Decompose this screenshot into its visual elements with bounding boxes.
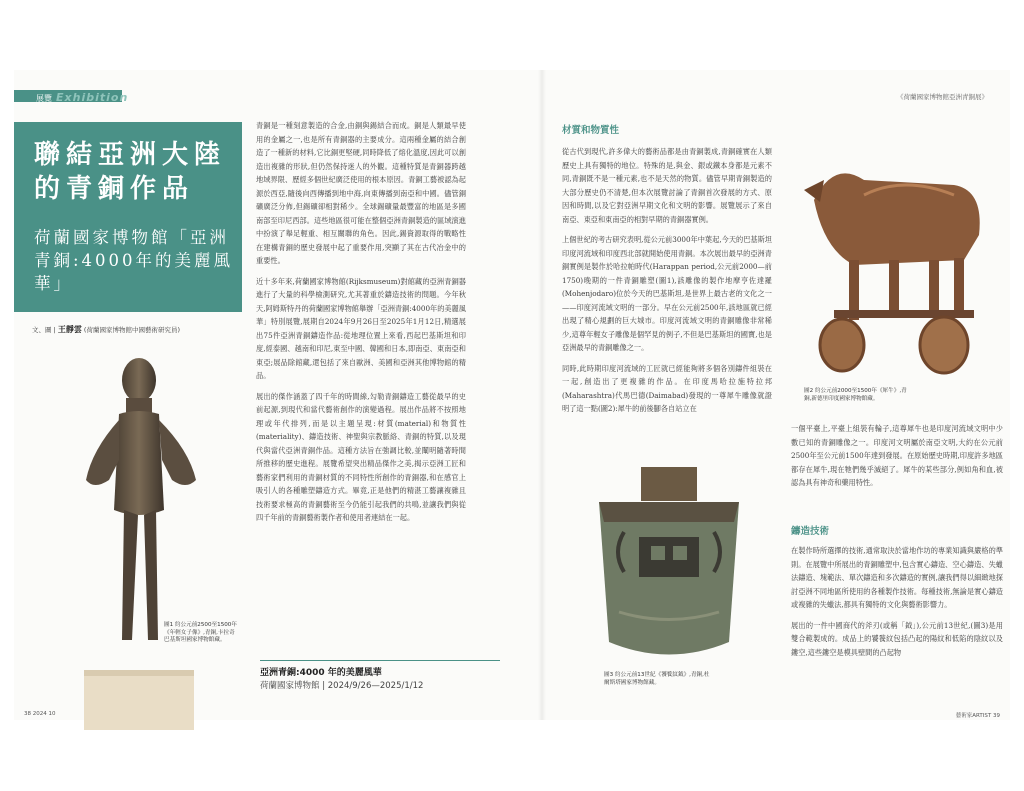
title-box [14, 122, 242, 312]
section-label-zh: 展覽 [36, 94, 52, 103]
paragraph: 近十多年來,荷蘭國家博物館(Rijksmuseum)對館藏的亞洲青銅器進行了大量的科學檢測研究,尤其著重於鑄造技術的問題。今年秋天,阿姆斯特丹的荷蘭國家博物館舉辦「亞洲青銅:4000年的美麗風華」特別展覽,展期自2024年9月26日至2025年1月12日,精選展出75件亞洲青銅鑄造作品:從地理位置上來看,西起巴基斯坦和印度,經泰國、越南和印尼,東至中國、韓國和日本,即南亞、東南亞和東亞;展品除館藏,還包括了來自歐洲、美國和亞洲其他博物館的精品。 [256, 276, 466, 380]
paragraph: 同時,此時期印度河流域的工匠就已經能夠將多個各別鑄件組裝在一起,創造出了更複雜的作品。在印度馬哈拉施特拉邦(Maharashtra)代馬巴德(Daimabad)發現的一尊犀牛雕像就證明了這一點(圖2):犀牛的前後腳各自站立在 [562, 363, 772, 413]
paragraph: 展出的傑作涵蓋了四千年的時間線,勾勒青銅鑄造工藝從最早的史前起源,到現代和當代藝術創作的演變過程。展出作品將不按照地理或年代排列,而是以主題呈現:材質(material)和物質性(materiality)、鑄造技術、神聖與宗教脈絡、青銅的特質,以及現代與當代亞洲青銅作品。這種方法旨在強調比較,並闡明隨著時間所推移的歷史進程。展覽希望突出精品傑作之美,揭示亞洲工匠和藝術家們利用的青銅材質的不同特性所創作的青銅器,和在感官上吸引人的各種雕塑鑄造方式。畢竟,正是他們的精湛工藝讓複雜且技術要求極高的青銅藝術至今仍能引起我們的共鳴,並讓我們與從四千年前的青銅藝術製作者和使用者連結在一起。 [256, 391, 466, 522]
paragraph: 青銅是一種刻意製造的合金,由銅與錫結合而成。銅是人類最早使用的金屬之一,也是所有青銅器的主要成分。這兩種金屬的結合創造了一種新的材料,它比銅更堅硬,同時降低了熔化溫度,因此可以創造出複雜的形狀,但仍然保持迷人的外觀。這種特質是青銅器跨越地域界限、歷經多個世紀廣泛使用的根本原因。青銅工藝被認為起源於西亞,隨後向西傳播到地中海,向東傳播到南亞和中國。儘管銅礦廣泛分佈,但錫礦卻相對稀少。全球錫礦量最豐富的地區是多國南部至印尼西部。這些地區很可能在整個亞洲青銅製造的區域演進中扮演了舉足輕重、相互關聯的角色。因此,錫資源取得的戰略性在建構青銅的歷史發展中起了重要作用,突顯了其在古代冶金中的重要性。 [256, 121, 466, 265]
figure-1-caption: 圖1 約公元前2500至1500年《年輕女子像》,青銅,卡拉奇巴基斯坦國家博物館藏。 [164, 622, 237, 643]
folio-right: 藝術家ARTIST 39 [955, 713, 1000, 719]
section-label-en: Exhibition [56, 91, 129, 104]
byline: 文、圖 | 王靜雲 (荷蘭國家博物館中國藝術研究員) [32, 325, 180, 334]
article-title: 聯結亞洲大陸的青銅作品 [34, 140, 227, 204]
figure-1-statue [64, 340, 214, 730]
section-label [36, 91, 128, 104]
paragraph: 從古代到現代,許多偉大的藝術品都是由青銅製成,青銅確實在人類歷史上具有獨特的地位。特殊的是,與金、銀或鐵本身都是元素不同,青銅既不是一種元素,也不是天然的物質。儘管早期青銅製造的大部分歷史仍不清楚,但本次展覽討論了青銅首次發展的方式、原因和時間,以及它對亞洲早期文化和文明的影響。展覽展示了來自南亞、東亞和東南亞的相對早期的青銅器實例。 [562, 147, 772, 224]
byline-label: 文、圖 [32, 326, 52, 334]
paragraph: 在製作時所選擇的技術,通常取決於當地作坊的專業知識與嚴格的準則。在展覽中所展出的青銅雕塑中,包含實心鑄造、空心鑄造、失蠟法鑄造、塊範法、單次鑄造和多次鑄造的實例,讓我們得以細緻地探討亞洲不同地區所使用的各種製作技術。每種技術,無論是實心鑄造或複雜的失蠟法,都具有獨特的文化與藝術影響力。 [791, 546, 1003, 609]
section-heading-materials: 材質和物質性 [562, 125, 620, 136]
section-heading-casting: 鑄造技術 [791, 526, 830, 537]
column-4-continuation: 一個平臺上,平臺上組裝有輪子,這尊犀牛也是印度河流域文明中少數已知的青銅雕像之一。印度河文明屬於南亞文明,大約在公元前2500年至公元前1500年達到發展。在原始歷史時期,印度許多地區都存在犀牛,現在牠們幾乎滅絕了。犀牛的某些部分,例如角和血,被認為具有神奇和藥用特性。 [791, 424, 1003, 487]
running-head: 《荷蘭國家博物館亞洲青銅展》 [897, 93, 988, 101]
column-4 [791, 544, 1003, 666]
figure-2-rhino [794, 140, 994, 380]
author-affiliation: (荷蘭國家博物館中國藝術研究員) [83, 326, 180, 334]
column-1 [256, 119, 466, 532]
exhibition-dates: 荷蘭國家博物館 | 2024/9/26—2025/1/12 [260, 681, 424, 691]
figure-3-axe [569, 462, 769, 672]
magazine-spread [14, 70, 1010, 720]
gutter-shadow [538, 70, 546, 720]
figure-3-caption: 圖3 約公元前13世紀《饕餮紋鉞》,青銅,杜爾斯塔國家博物館藏。 [604, 672, 710, 686]
exhibition-info-box [260, 660, 500, 697]
article-subtitle: 荷蘭國家博物館「亞洲青銅:4000年的美麗風華」 [34, 228, 234, 293]
author-name: 王靜雲 [57, 325, 82, 334]
paragraph: 展出的一件中國商代的斧刃(或稱「鉞」),公元前13世紀,(圖3)是用雙合範製成的。成品上的饕餮紋包括凸起的陽紋和低陷的陰紋以及鏤空,這些鏤空是模具壁間的凸起物 [791, 620, 1003, 657]
folio-left: 38 2024 10 [24, 711, 56, 717]
column-3 [562, 145, 772, 423]
paragraph: 上個世紀的考古研究表明,從公元前3000年中葉起,今天的巴基斯坦印度河流域和印度西北部就開始使用青銅。本次展出最早的亞洲青銅實例是製作於哈拉帕時代(Harappan period,公元前2000—前1750)晚期的一件青銅雕塑(圖1),該雕像的製作地摩亨佐達羅(Mohenjodaro)位於今天的巴基斯坦,是世界上最古老的文化之一——印度河流域文明的一部分。早在公元前2500年,該地區就已經出現了精心規劃的巨大城市。印度河流域文明的青銅雕像非常稀少,這尊年輕女子雕像是個罕見的例子,不但是巴基斯坦的國寶,也是亞洲最早的青銅雕像之一。 [562, 235, 772, 352]
figure-2-caption: 圖2 約公元前2000至1500年《犀牛》,青銅,新德里印度國家博物館藏。 [804, 388, 907, 402]
exhibition-title: 亞洲青銅:4000 年的美麗風華 [260, 668, 382, 678]
